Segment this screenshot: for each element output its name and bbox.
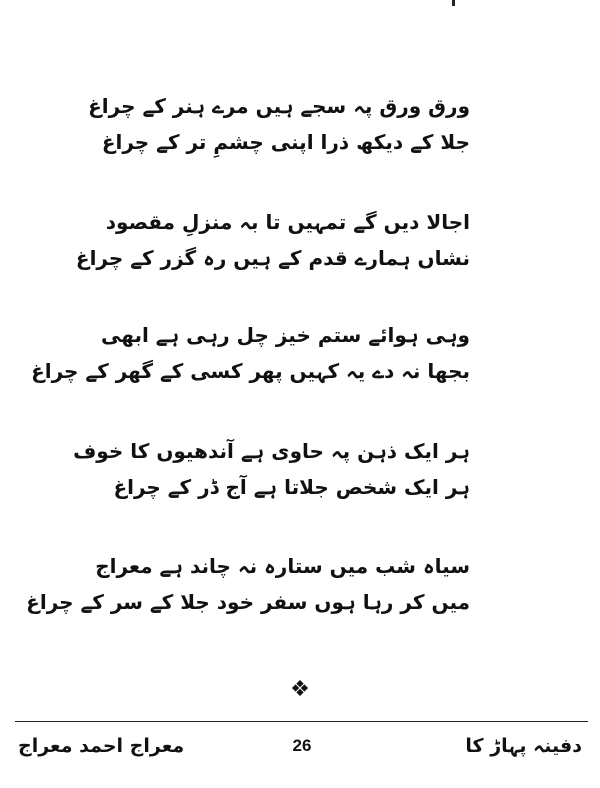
ornament-divider-icon: ❖	[290, 677, 310, 702]
verse-line: وہی ہوائے ستم خیز چل رہی ہے ابھی	[101, 323, 470, 347]
verse-line: ہر ایک شخص جلاتا ہے آج ڈر کے چراغ	[113, 475, 470, 499]
page-edge-mark	[452, 0, 455, 6]
verse-line: ہر ایک ذہن پہ حاوی ہے آندھیوں کا خوف	[73, 439, 470, 463]
verse-line: سیاہ شب میں ستارہ نہ چاند ہے معراج	[95, 554, 470, 578]
ghazal	[0, 80, 600, 660]
book-title: دفینہ پہاڑ کا	[465, 735, 582, 757]
verse-line: جلا کے دیکھ ذرا اپنی چشمِ تر کے چراغ	[101, 130, 470, 154]
couplet-1	[88, 88, 470, 160]
verse-line: نشاں ہمارے قدم کے ہیں رہ گزر کے چراغ	[75, 246, 470, 270]
footer-rule	[15, 721, 588, 722]
verse-line: اجالا دیں گے تمہیں تا بہ منزلِ مقصود	[105, 210, 470, 234]
couplet-3	[31, 317, 470, 389]
author-name: معراج احمد معراج	[18, 735, 185, 757]
verse-line: بجھا نہ دے یہ کہیں پھر کسی کے گھر کے چراغ	[31, 359, 470, 383]
verse-line: ورق ورق پہ سجے ہیں مرے ہنر کے چراغ	[88, 94, 470, 118]
couplet-5	[26, 548, 470, 620]
verse-line: میں کر رہا ہوں سفر خود جلا کے سر کے چراغ	[26, 590, 470, 614]
couplet-4	[73, 433, 470, 505]
couplet-2	[75, 204, 470, 276]
page-number: 26	[292, 736, 312, 755]
